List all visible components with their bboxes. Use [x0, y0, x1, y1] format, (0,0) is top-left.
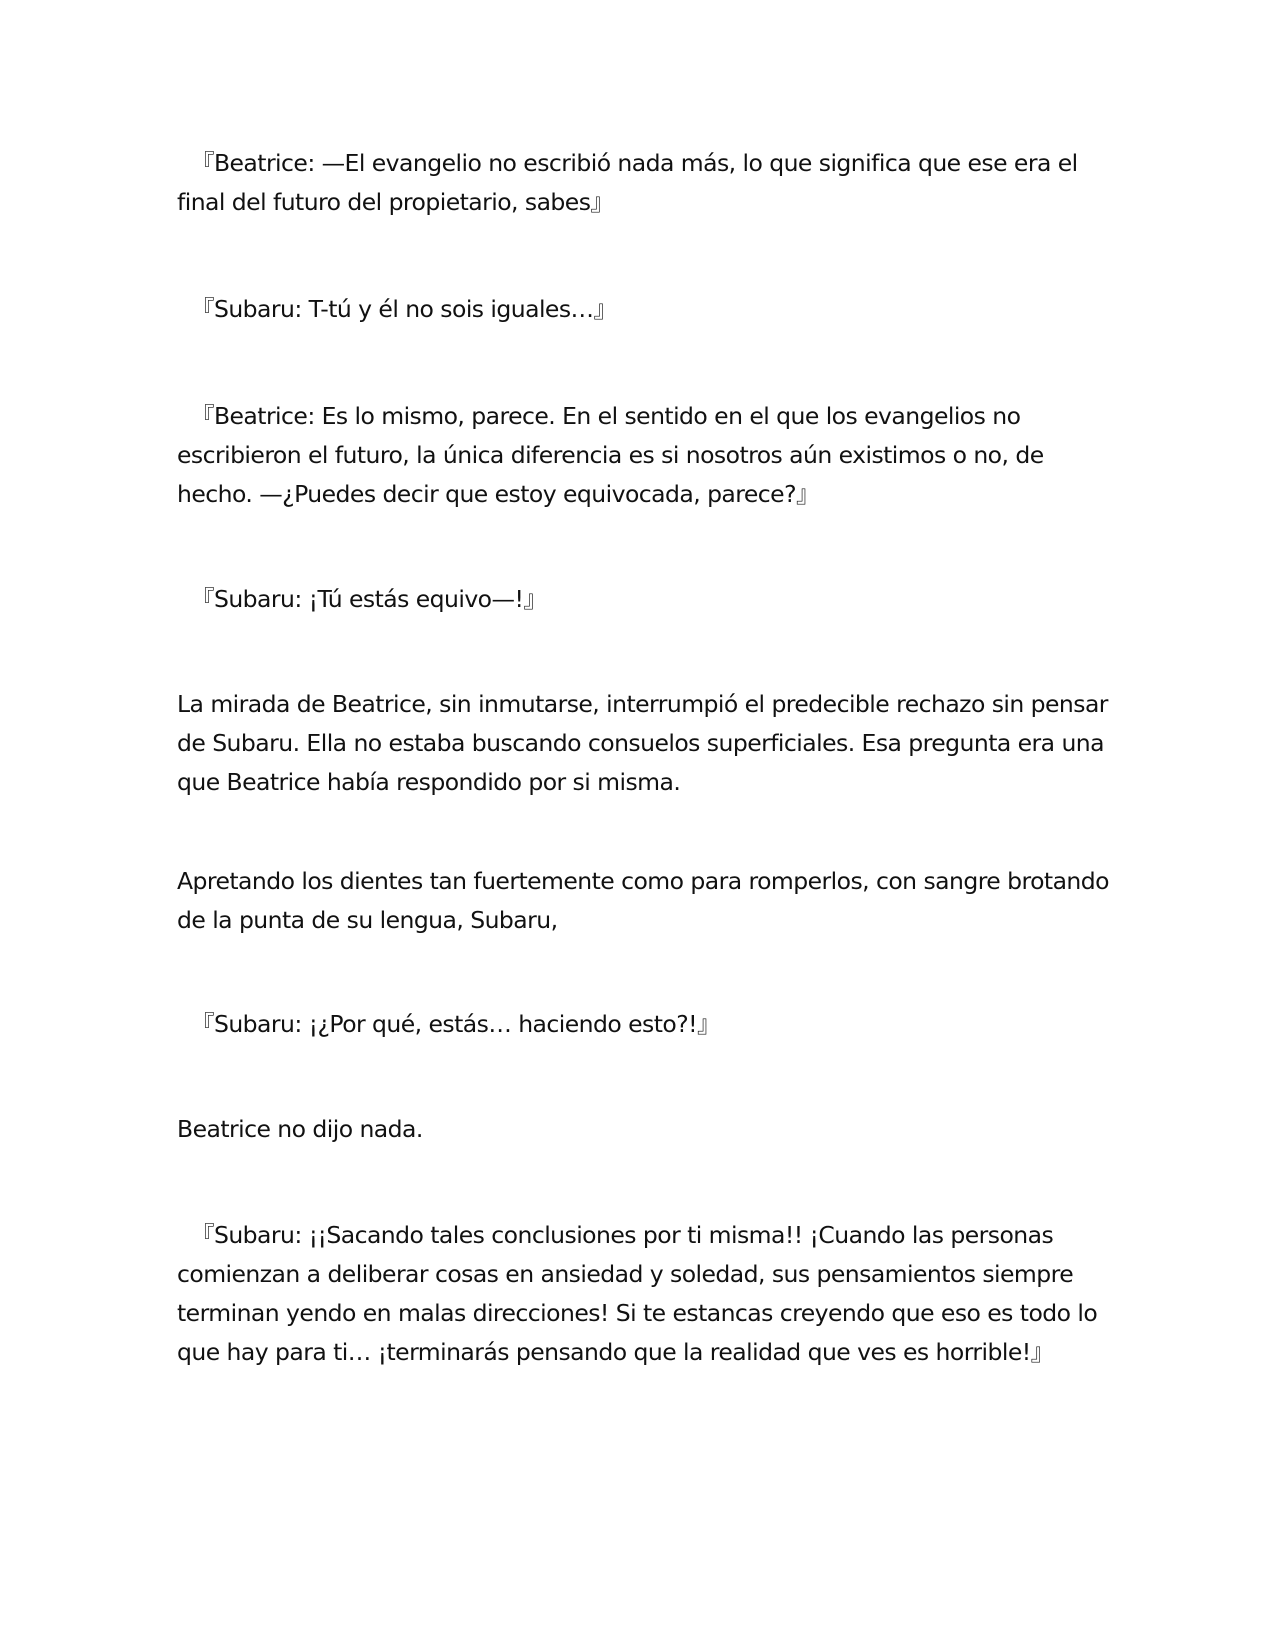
paragraph-subaru-por-que: 『Subaru: ¡¿Por qué, estás… haciendo esto?!』: [191, 1010, 720, 1038]
paragraph-beatrice-evangelio: 『Beatrice: —El evangelio no escribió nada más, lo que significa que ese era el final del futuro del propietario, sabes』: [177, 149, 1085, 216]
paragraph-subaru-no-iguales: 『Subaru: T-tú y él no sois iguales…』: [191, 295, 617, 323]
paragraph-beatrice-no-dijo: Beatrice no dijo nada.: [177, 1115, 423, 1143]
paragraph-subaru-conclusiones: 『Subaru: ¡¡Sacando tales conclusiones por ti misma!! ¡Cuando las personas comienzan a deliberar cosas en ansiedad y soledad, sus pensamientos siempre terminan yendo en malas direcciones! Si te estancas creyendo que eso es todo lo que hay para ti… ¡terminarás pensando que la realidad que ves es horrible!』: [177, 1221, 1105, 1366]
paragraph-apretando-dientes: Apretando los dientes tan fuertemente como para romperlos, con sangre brotando de la punta de su lengua, Subaru,: [177, 867, 1116, 934]
paragraph-mirada-beatrice: La mirada de Beatrice, sin inmutarse, interrumpió el predecible rechazo sin pensar de Subaru. Ella no estaba buscando consuelos superficiales. Esa pregunta era una que Beatrice había respondido por si misma.: [177, 690, 1115, 796]
paragraph-beatrice-lo-mismo: 『Beatrice: Es lo mismo, parece. En el sentido en el que los evangelios no escribieron el futuro, la única diferencia es si nosotros aún existimos o no, de hecho. —¿Puedes decir que estoy equivocada, parece?』: [177, 402, 1051, 508]
paragraph-subaru-equivo: 『Subaru: ¡Tú estás equivo—!』: [191, 585, 547, 613]
